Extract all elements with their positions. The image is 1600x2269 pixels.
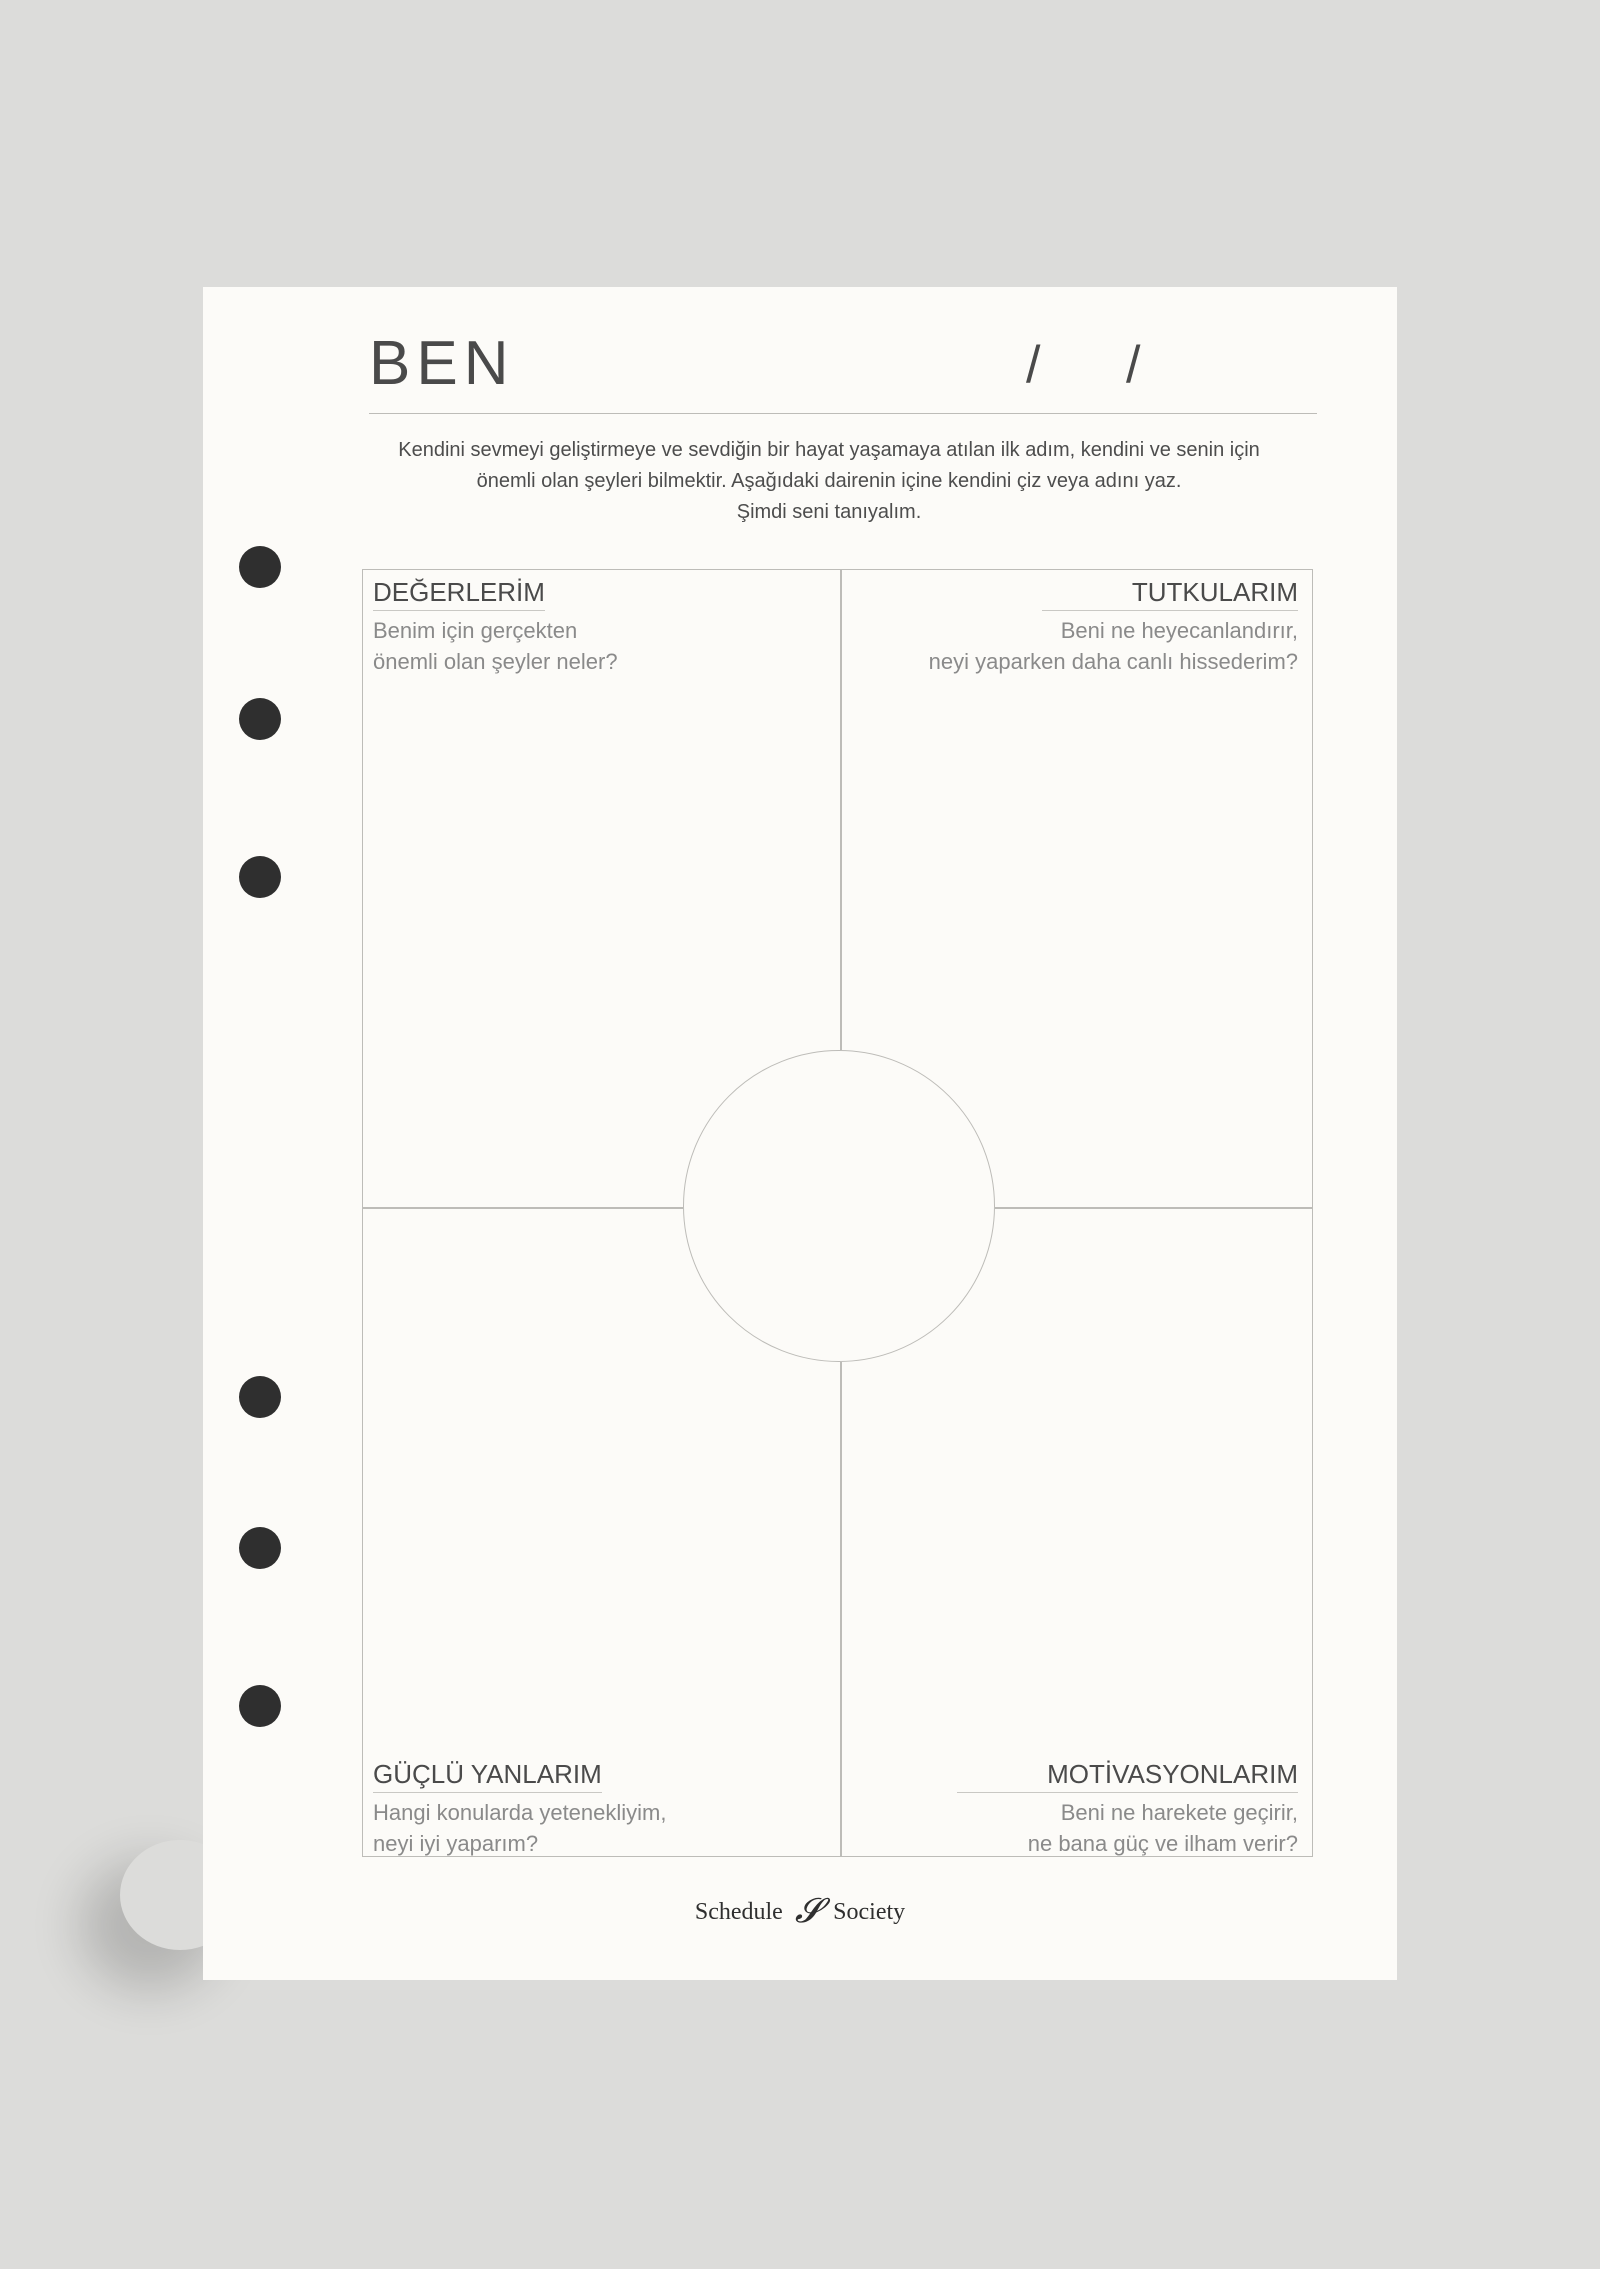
brand-mark-icon: 𝓢: [794, 1893, 822, 1930]
binder-hole: [239, 698, 281, 740]
page-title: BEN: [369, 329, 515, 398]
quadrant-prompt: Hangi konularda yetenekliyim,: [373, 1800, 667, 1825]
quadrant-heading: DEĞERLERİM: [373, 576, 545, 611]
quadrant-prompt: neyi yaparken daha canlı hissederim?: [928, 649, 1298, 674]
intro-line: önemli olan şeyleri bilmektir. Aşağıdaki dairenin içine kendini çiz veya adını yaz.: [476, 470, 1182, 492]
binder-hole: [239, 1685, 281, 1727]
quadrant-prompt: Beni ne heyecanlandırır,: [1060, 618, 1298, 643]
self-portrait-circle[interactable]: [683, 1050, 995, 1362]
quadrant-prompt: Beni ne harekete geçirir,: [1060, 1800, 1298, 1825]
quadrant-grid: [362, 569, 1313, 1857]
divider-line: [995, 1207, 1313, 1209]
quadrant-heading: MOTİVASYONLARIM: [957, 1758, 1298, 1793]
intro-line: Şimdi seni tanıyalım.: [736, 501, 922, 523]
intro-line: Kendini sevmeyi geliştirmeye ve sevdiğin bir hayat yaşamaya atılan ilk adım, kendini ve senin için: [398, 439, 1260, 461]
binder-hole: [239, 856, 281, 898]
quadrant-strengths[interactable]: [373, 1758, 667, 1859]
quadrant-prompt: neyi iyi yaparım?: [373, 1831, 539, 1856]
date-separator: /: [1126, 336, 1141, 394]
intro-text: [349, 435, 1309, 528]
binder-hole: [239, 546, 281, 588]
quadrant-prompt: önemli olan şeyler neler?: [373, 649, 618, 674]
divider-line: [840, 1362, 842, 1856]
quadrant-motivations[interactable]: [957, 1758, 1298, 1859]
quadrant-values[interactable]: [373, 576, 618, 677]
brand-name-left: Schedule: [694, 1899, 783, 1925]
brand-name-right: Society: [833, 1899, 906, 1925]
date-field[interactable]: [1016, 335, 1266, 394]
binder-hole: [239, 1376, 281, 1418]
quadrant-heading: TUTKULARIM: [1042, 576, 1298, 611]
quadrant-heading: GÜÇLÜ YANLARIM: [373, 1758, 602, 1793]
divider-line: [840, 570, 842, 1050]
quadrant-prompt: Benim için gerçekten: [373, 618, 578, 643]
quadrant-prompt: ne bana güç ve ilham verir?: [1027, 1831, 1298, 1856]
brand-logo: [203, 1893, 1397, 1931]
divider-line: [363, 1207, 683, 1209]
planner-sheet: [203, 287, 1397, 1980]
date-separator: /: [1026, 336, 1041, 394]
quadrant-passions[interactable]: [929, 576, 1298, 677]
binder-hole: [239, 1527, 281, 1569]
title-divider: [369, 413, 1317, 414]
